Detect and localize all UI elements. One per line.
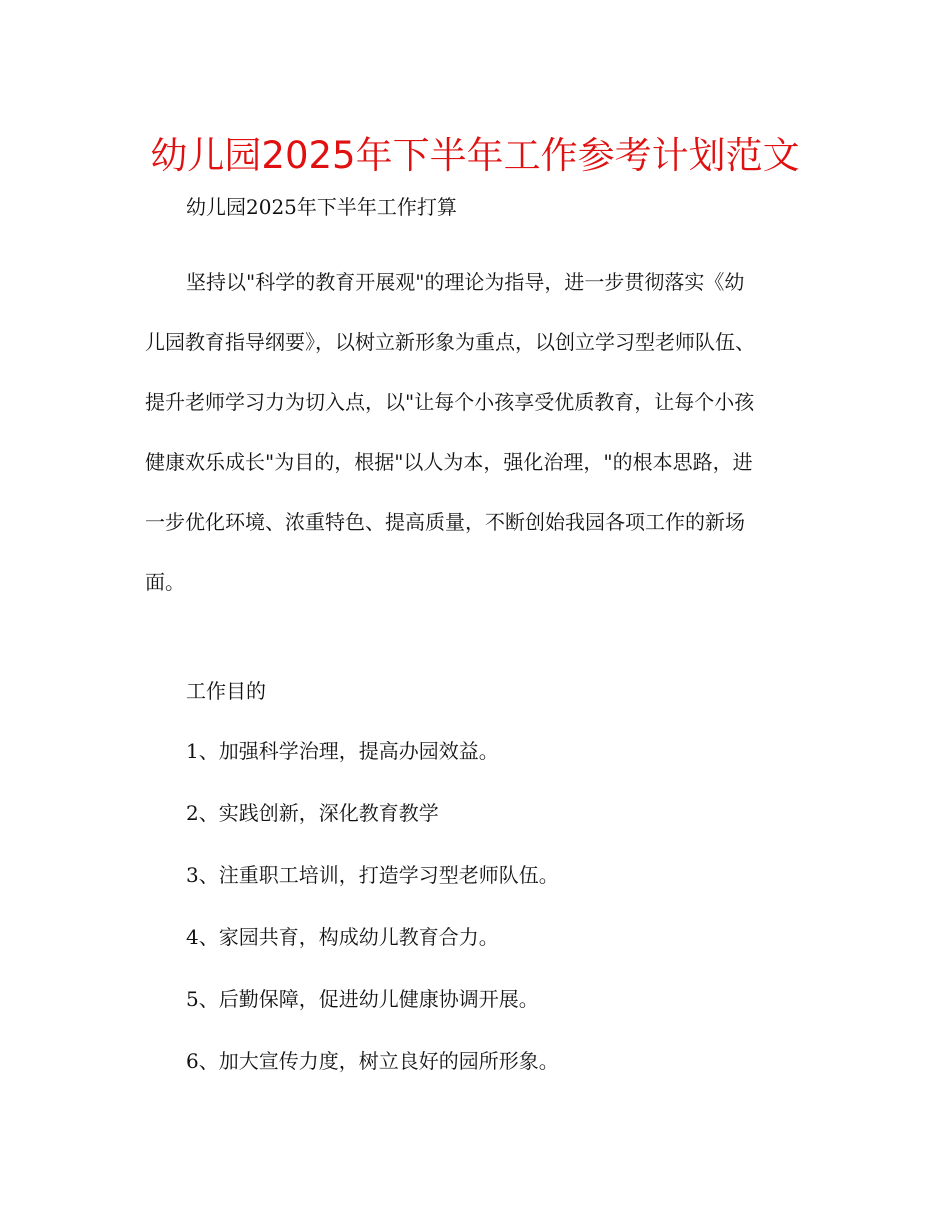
list-item: 2、实践创新，深化教育教学	[186, 801, 439, 825]
section-heading: 工作目的	[186, 679, 266, 703]
list-item: 1、加强科学治理，提高办园效益。	[186, 739, 499, 763]
paragraph-line: 面。	[145, 570, 185, 594]
document-subtitle: 幼儿园2025年下半年工作打算	[186, 195, 457, 219]
list-item: 4、家园共育，构成幼儿教育合力。	[186, 925, 499, 949]
goal-list	[186, 737, 559, 1109]
paragraph-line: 儿园教育指导纲要》，以树立新形象为重点，以创立学习型老师队伍、	[145, 330, 755, 354]
paragraph-line: 健康欢乐成长"为目的，根据"以人为本，强化治理，"的根本思路，进	[145, 450, 753, 474]
document-title: 幼儿园2025年下半年工作参考计划范文	[150, 134, 800, 177]
intro-paragraph	[145, 252, 810, 612]
paragraph-line: 提升老师学习力为切入点，以"让每个小孩享受优质教育，让每个小孩	[145, 390, 755, 414]
list-item: 6、加大宣传力度，树立良好的园所形象。	[186, 1049, 559, 1073]
paragraph-line: 一步优化环境、浓重特色、提高质量，不断创始我园各项工作的新场	[145, 510, 745, 534]
list-item: 5、后勤保障，促进幼儿健康协调开展。	[186, 987, 539, 1011]
list-item: 3、注重职工培训，打造学习型老师队伍。	[186, 863, 559, 887]
paragraph-line: 坚持以"科学的教育开展观"的理论为指导，进一步贯彻落实《幼	[186, 270, 745, 294]
